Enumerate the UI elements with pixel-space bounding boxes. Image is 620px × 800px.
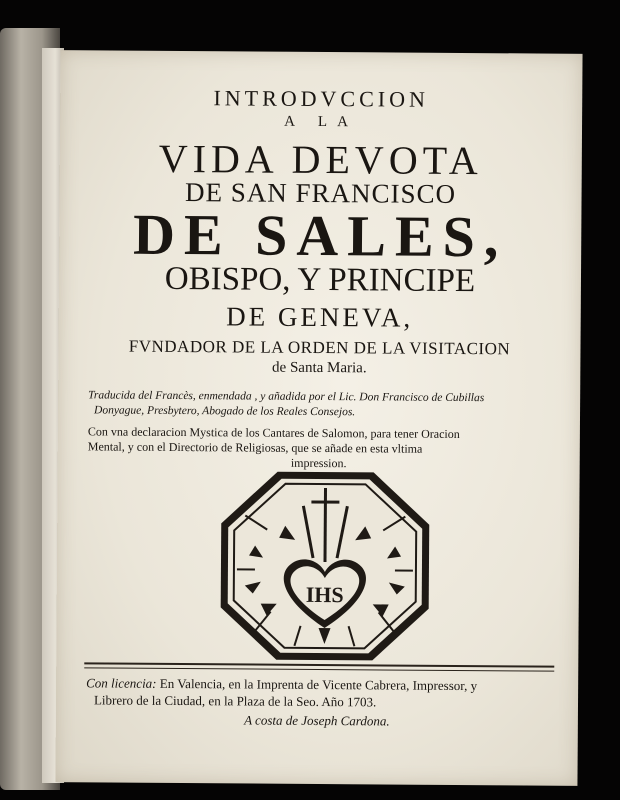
- title-line-de-sales: DE SALES,: [132, 201, 508, 270]
- title-line-vida-devota: VIDA DEVOTA: [158, 135, 483, 184]
- imprint-rule-top: [84, 662, 554, 667]
- imprint-line-1-text: En Valencia, en la Imprenta de Vicente Cabrera, Impressor, y: [159, 675, 478, 694]
- imprint-rule-thin: [84, 667, 554, 671]
- title-page: [55, 50, 582, 786]
- title-line-introduccion: INTRODVCCION: [213, 85, 430, 112]
- title-line-fundador: FVNDADOR DE LA ORDEN DE LA VISITACION: [128, 336, 511, 359]
- imprint-line-3: A costa de Joseph Cardona.: [244, 712, 390, 729]
- description-line-2: Mental, y con el Directorio de Religiosas, que se añade en esta vltima: [87, 439, 423, 456]
- title-line-santa-maria: de Santa Maria.: [272, 359, 367, 377]
- ihs-monogram: IHS: [305, 581, 344, 608]
- title-line-a-la: A LA: [284, 113, 358, 131]
- imprint-line-2: Librero de la Ciudad, en la Plaza de la Seo. Año 1703.: [93, 692, 377, 710]
- title-line-geneva: DE GENEVA,: [226, 301, 414, 333]
- licence-label: Con licencia:: [86, 675, 157, 691]
- title-line-san-francisco: DE SAN FRANCISCO: [184, 177, 457, 209]
- description-line-1: Con vna declaracion Mystica de los Cantares de Salomon, para tener Oracion: [87, 424, 460, 441]
- translator-credit-line-1: Traducida del Francès, enmendada , y añadida por el Lic. Don Francisco de Cubillas: [88, 389, 485, 405]
- description-line-3: impression.: [290, 455, 347, 471]
- translator-credit-line-2: Donyague, Presbytero, Abogado de los Reales Consejos.: [94, 404, 356, 419]
- ihs-heart-cross-emblem-icon: [214, 465, 435, 667]
- title-line-obispo: OBISPO, Y PRINCIPE: [164, 260, 476, 300]
